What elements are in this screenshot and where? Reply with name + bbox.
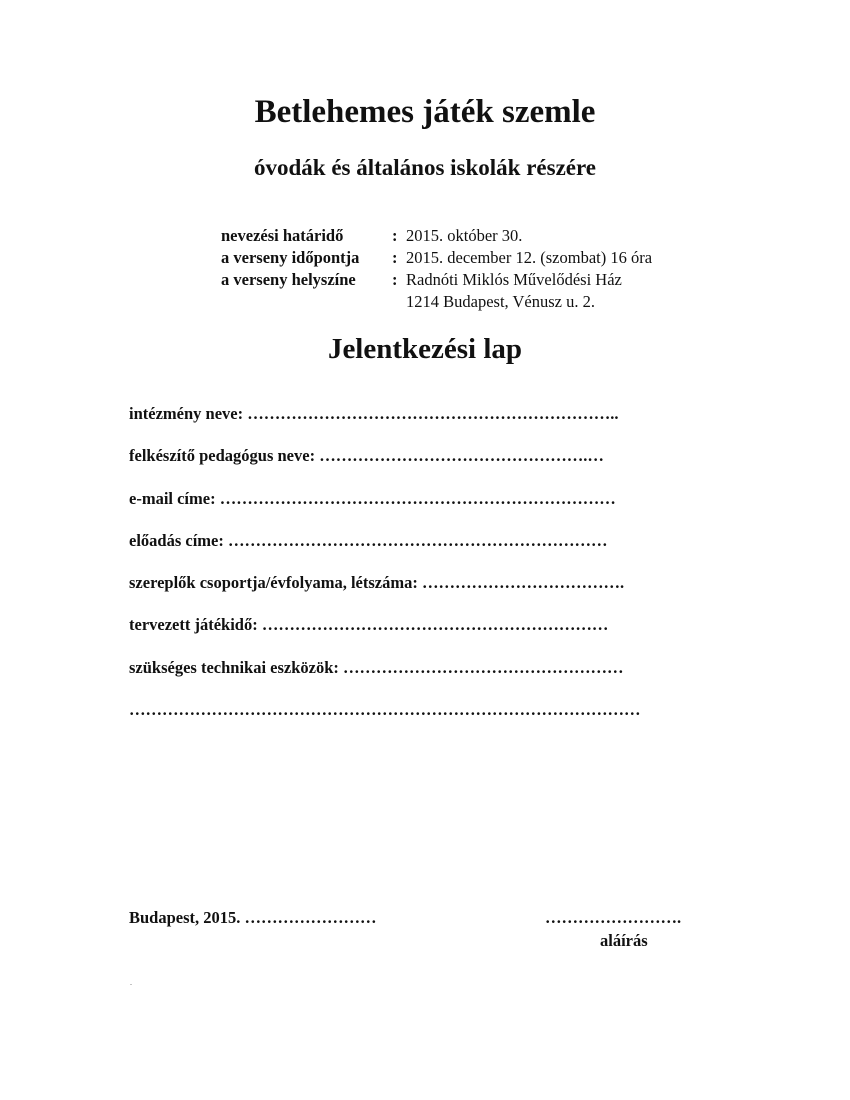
deadline-row	[221, 225, 652, 247]
place-date-field[interactable]: Budapest, 2015. ……………………	[129, 908, 377, 927]
venue-value: Radnóti Miklós Művelődési Ház	[406, 270, 622, 289]
event-time-value: 2015. december 12. (szombat) 16 óra	[406, 248, 653, 267]
venue-label: a verseny helyszíne	[221, 270, 356, 289]
venue-row	[221, 269, 652, 291]
event-time-row	[221, 247, 652, 269]
event-time-label: a verseny időpontja	[221, 248, 360, 267]
event-time-colon: :	[392, 248, 398, 267]
event-info	[221, 225, 652, 313]
venue-address-row	[221, 291, 652, 313]
institution-name-field[interactable]: intézmény neve: …………………………………………………………..	[129, 404, 619, 423]
cast-group-field[interactable]: szereplők csoportja/évfolyama, létszáma: ……………………………….	[129, 573, 625, 593]
performance-title-field[interactable]: előadás címe: ……………………………………………………………	[129, 530, 608, 550]
form-title: Jelentkezési lap	[327, 333, 523, 365]
deadline-label: nevezési határidő	[221, 226, 344, 245]
technical-equipment-field[interactable]: szükséges technikai eszközök: ……………………………………………	[129, 657, 624, 677]
playing-time-field[interactable]: tervezett játékidő: ………………………………………………………	[129, 615, 609, 635]
signature-label: aláírás	[600, 931, 648, 950]
signature-line[interactable]: …………………….	[545, 908, 682, 927]
deadline-colon: :	[392, 226, 398, 245]
form-fields	[129, 402, 641, 740]
venue-address: 1214 Budapest, Vénusz u. 2.	[406, 292, 595, 311]
deadline-value: 2015. október 30.	[406, 226, 523, 245]
extra-line-field[interactable]: …………………………………………………………………………………	[129, 700, 641, 720]
page-mark: .	[130, 978, 132, 987]
page-subtitle: óvodák és általános iskolák részére	[253, 155, 597, 180]
venue-colon: :	[392, 270, 398, 289]
page-title: Betlehemes játék szemle	[254, 94, 596, 130]
teacher-name-field[interactable]: felkészítő pedagógus neve: ………………………………………….…	[129, 446, 604, 466]
email-field[interactable]: e-mail címe: ………………………………………………………………	[129, 488, 616, 508]
